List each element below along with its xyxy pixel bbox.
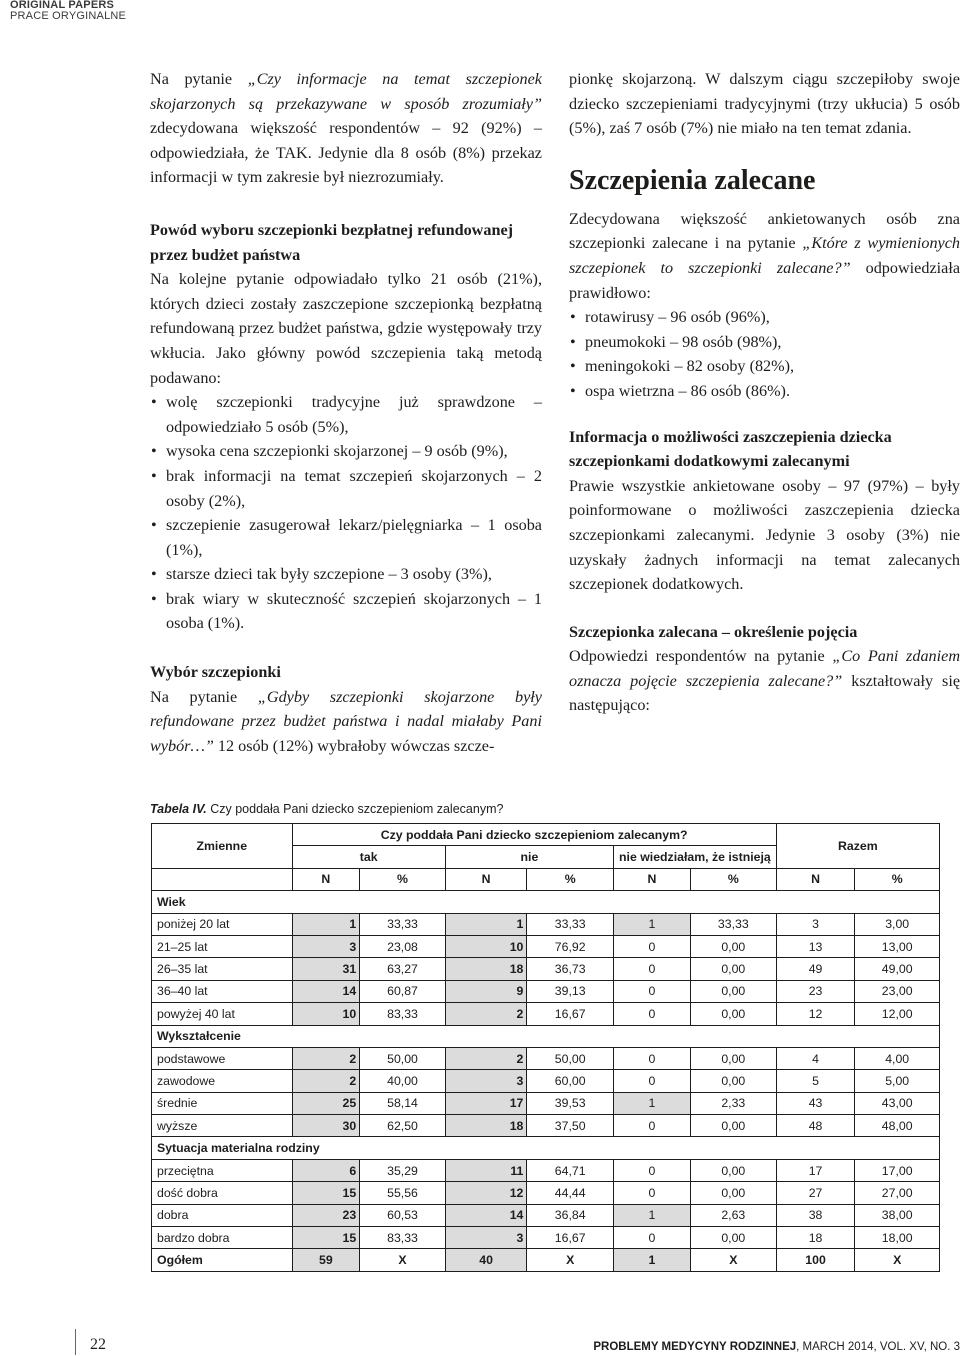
table-cell: 0	[614, 980, 691, 1002]
table-cell: 37,50	[527, 1115, 614, 1137]
table-cell: 33,33	[690, 913, 776, 935]
table-cell: 4,00	[855, 1047, 940, 1069]
table-cell: 18	[445, 958, 527, 980]
table-cell: 14	[445, 1204, 527, 1226]
table-cell: 6	[292, 1159, 360, 1181]
col-header-question: Czy poddała Pani dziecko szczepieniom zalecanym?	[292, 824, 776, 846]
table-row	[152, 1070, 940, 1092]
reason-item: • brak informacji na temat szczepień skojarzonych – 2 osoby (2%),	[150, 464, 542, 513]
table-cell: 49	[776, 958, 855, 980]
page-footer	[75, 1327, 960, 1356]
table-cell: 18	[776, 1227, 855, 1249]
table-row	[152, 1227, 940, 1249]
text: Odpowiedzi respondentów na pytanie	[569, 647, 833, 666]
row-label: poniżej 20 lat	[152, 913, 293, 935]
table-cell: 0	[614, 1115, 691, 1137]
table-cell: 35,29	[360, 1159, 446, 1181]
col-header-pct: %	[527, 868, 614, 890]
table-cell: 33,33	[360, 913, 446, 935]
table-cell: 3	[292, 935, 360, 957]
left-column	[150, 67, 542, 758]
table-cell: 14	[292, 980, 360, 1002]
reason-item: • szczepienie zasugerował lekarz/pielęgniarka – 1 osoba (1%),	[150, 513, 542, 562]
section-paragraph: Prawie wszystkie ankietowane osoby – 97 (97%) – były poinformowane o możliwości zaszczepienia dziecka szczepionkami zalecanymi. Jedynie 3 osoby (3%) nie uzyskały żadnych informacji na temat zalecanych szczepionek dodatkowych.	[569, 476, 960, 594]
table-cell: 0	[614, 1047, 691, 1069]
table-cell: 50,00	[360, 1047, 446, 1069]
table-cell: 43	[776, 1092, 855, 1114]
group-title: Wiek	[152, 891, 940, 913]
table-cell: 0,00	[690, 1159, 776, 1181]
table-cell: 0,00	[690, 958, 776, 980]
table-cell: 60,00	[527, 1070, 614, 1092]
table-cell: 4	[776, 1047, 855, 1069]
row-label: dość dobra	[152, 1182, 293, 1204]
table-cell: 0,00	[690, 935, 776, 957]
table-cell: 1	[614, 1092, 691, 1114]
table-cell: 12,00	[855, 1003, 940, 1025]
table-cell: 15	[292, 1182, 360, 1204]
table-row	[152, 913, 940, 935]
table-row	[152, 958, 940, 980]
table-row	[152, 1182, 940, 1204]
table-cell: 64,71	[527, 1159, 614, 1181]
table-cell: 2,33	[690, 1092, 776, 1114]
text: kształtowały się następująco:	[569, 671, 960, 715]
table-cell: 18	[445, 1115, 527, 1137]
table-row	[152, 1204, 940, 1226]
table-cell: 44,44	[527, 1182, 614, 1204]
right-column	[569, 67, 960, 718]
table-cell: 49,00	[855, 958, 940, 980]
section-paragraph	[569, 644, 960, 718]
table-cell: 40	[445, 1249, 527, 1271]
section-heading: Szczepionka zalecana – określenie pojęcia	[569, 622, 858, 641]
table-cell: X	[527, 1249, 614, 1271]
table-cell: X	[690, 1249, 776, 1271]
vaccine-item: • ospa wietrzna – 86 osób (86%).	[569, 379, 960, 404]
table-cell: 2	[292, 1047, 360, 1069]
page-number: 22	[90, 1336, 106, 1353]
table-cell: 12	[445, 1182, 527, 1204]
table-cell: X	[855, 1249, 940, 1271]
table-cell: 13	[776, 935, 855, 957]
table-cell: 38,00	[855, 1204, 940, 1226]
row-label: Ogółem	[152, 1249, 293, 1271]
text: 12 osób (12%) wybrałoby wówczas szcze-	[213, 736, 495, 755]
table-cell: 0,00	[690, 1003, 776, 1025]
text: odpowiedziała prawidłowo:	[569, 258, 960, 302]
table-cell: 15	[292, 1227, 360, 1249]
table-cell: 36,84	[527, 1204, 614, 1226]
footer-divider	[75, 1329, 76, 1355]
group-header-row	[152, 1025, 940, 1047]
table-cell: 17	[776, 1159, 855, 1181]
table-cell: 60,87	[360, 980, 446, 1002]
col-header-n: N	[776, 868, 855, 890]
row-label: przeciętna	[152, 1159, 293, 1181]
vaccine-item: • rotawirusy – 96 osób (96%),	[569, 305, 960, 330]
table-cell: 30	[292, 1115, 360, 1137]
table-cell: 3,00	[855, 913, 940, 935]
table-cell: 39,13	[527, 980, 614, 1002]
table-row	[152, 1092, 940, 1114]
row-label: 21–25 lat	[152, 935, 293, 957]
table-caption-text: Czy poddała Pani dziecko szczepieniom zalecanym?	[206, 802, 504, 816]
col-header-pct: %	[690, 868, 776, 890]
section-heading: Informacja o możliwości zaszczepienia dziecka szczepionkami dodatkowymi zalecanymi	[569, 427, 892, 471]
table-cell: 59	[292, 1249, 360, 1271]
table-cell: 0	[614, 935, 691, 957]
table-cell: 11	[445, 1159, 527, 1181]
vaccines-list	[569, 305, 960, 403]
table-cell: 0	[614, 1182, 691, 1204]
table-cell: 63,27	[360, 958, 446, 980]
table-cell: 38	[776, 1204, 855, 1226]
table-cell: 1	[614, 1204, 691, 1226]
table-cell: 0	[614, 958, 691, 980]
col-header-pct: %	[360, 868, 446, 890]
table-row	[152, 1047, 940, 1069]
data-table	[151, 823, 940, 1272]
row-label: podstawowe	[152, 1047, 293, 1069]
vaccine-item: • pneumokoki – 98 osób (98%),	[569, 330, 960, 355]
table-cell: 3	[776, 913, 855, 935]
table-row	[152, 1159, 940, 1181]
table-cell: 100	[776, 1249, 855, 1271]
table-cell: 5,00	[855, 1070, 940, 1092]
table-cell: 40,00	[360, 1070, 446, 1092]
table-cell: 76,92	[527, 935, 614, 957]
table-cell: 2	[445, 1003, 527, 1025]
table-cell: 17,00	[855, 1159, 940, 1181]
section-heading: Powód wyboru szczepionki bezpłatnej refundowanej przez budżet państwa	[150, 220, 514, 264]
table-cell: 1	[614, 913, 691, 935]
table-cell: 12	[776, 1003, 855, 1025]
table-cell: 25	[292, 1092, 360, 1114]
table-cell: 0,00	[690, 980, 776, 1002]
table-cell: 2	[292, 1070, 360, 1092]
col-header-pct: %	[855, 868, 940, 890]
table-cell: 0,00	[690, 1047, 776, 1069]
table-cell: 23	[292, 1204, 360, 1226]
text: Na pytanie	[150, 70, 248, 88]
col-header-n: N	[445, 868, 527, 890]
col-header-answer: nie	[445, 846, 613, 868]
continued-paragraph: pionkę skojarzoną. W dalszym ciągu szczepiłoby swoje dziecko szczepieniami tradycyjnymi (trzy ukłucia) 5 osób (5%), zaś 7 osób (7%) nie miało na ten temat zdania.	[569, 70, 960, 138]
journal-info	[593, 1341, 960, 1353]
table-cell-empty	[152, 868, 293, 890]
table-cell: 55,56	[360, 1182, 446, 1204]
table-cell: 60,53	[360, 1204, 446, 1226]
col-header-zmienne: Zmienne	[152, 824, 293, 869]
row-label: dobra	[152, 1204, 293, 1226]
table-cell: 62,50	[360, 1115, 446, 1137]
table-cell: 0,00	[690, 1115, 776, 1137]
table-cell: 2	[445, 1047, 527, 1069]
journal-name: PROBLEMY MEDYCYNY RODZINNEJ	[593, 1341, 797, 1353]
table-cell: 13,00	[855, 935, 940, 957]
table-row	[152, 980, 940, 1002]
journal-issue: , MARCH 2014, VOL. XV, NO. 3	[796, 1341, 960, 1353]
table-cell: 10	[292, 1003, 360, 1025]
vaccine-item: • meningokoki – 82 osoby (82%),	[569, 354, 960, 379]
col-header-n: N	[614, 868, 691, 890]
table-cell: 23,00	[855, 980, 940, 1002]
col-header-razem: Razem	[776, 824, 939, 869]
table-cell: 16,67	[527, 1003, 614, 1025]
table-cell: 0,00	[690, 1227, 776, 1249]
reason-item: • wysoka cena szczepionki skojarzonej – 9 osób (9%),	[150, 439, 542, 464]
table-row	[152, 1003, 940, 1025]
group-header-row	[152, 891, 940, 913]
table-cell: X	[360, 1249, 446, 1271]
table-cell: 48,00	[855, 1115, 940, 1137]
table-cell: 1	[292, 913, 360, 935]
reason-item: • wolę szczepionki tradycyjne już sprawdzone – odpowiedziało 5 osób (5%),	[150, 390, 542, 439]
question-text: „Czy informacje na temat szczepionek skojarzonych są przekazywane w sposób zrozumiały”	[150, 70, 542, 113]
text: Zdecydowana większość ankietowanych osób zna szczepionki zalecane i na pytanie	[569, 209, 960, 253]
text: zdecydowana większość respondentów – 92 (92%) – odpowiedziała, że TAK. Jedynie dla 8 osób (8%) przekaz informacji w tym zakresie był niezrozumiały.	[150, 119, 542, 187]
col-header-answer: nie wiedziałam, że istnieją	[614, 846, 777, 868]
table-caption	[150, 802, 503, 816]
table-cell: 33,33	[527, 913, 614, 935]
row-label: powyżej 40 lat	[152, 1003, 293, 1025]
text: Na pytanie	[150, 687, 258, 706]
table-cell: 5	[776, 1070, 855, 1092]
intro-paragraph	[150, 67, 542, 190]
header-line-1: ORIGINAL PAPERS	[10, 0, 115, 11]
group-header-row	[152, 1137, 940, 1159]
row-label: wyższe	[152, 1115, 293, 1137]
group-title: Sytuacja materialna rodziny	[152, 1137, 940, 1159]
table-cell: 48	[776, 1115, 855, 1137]
table-cell: 0	[614, 1003, 691, 1025]
table-cell: 3	[445, 1070, 527, 1092]
total-row	[152, 1249, 940, 1271]
table-cell: 2,63	[690, 1204, 776, 1226]
table-cell: 0	[614, 1227, 691, 1249]
table-cell: 0	[614, 1159, 691, 1181]
reason-item: • brak wiary w skuteczność szczepień skojarzonych – 1 osoba (1%).	[150, 587, 542, 636]
section-paragraph	[150, 685, 542, 759]
row-label: średnie	[152, 1092, 293, 1114]
table-cell: 1	[445, 913, 527, 935]
col-header-n: N	[292, 868, 360, 890]
table-row	[152, 935, 940, 957]
table-cell: 27,00	[855, 1182, 940, 1204]
row-label: 36–40 lat	[152, 980, 293, 1002]
row-label: 26–35 lat	[152, 958, 293, 980]
row-label: bardzo dobra	[152, 1227, 293, 1249]
table-cell: 9	[445, 980, 527, 1002]
question-text: „Co Pani zdaniem oznacza pojęcie szczepienia zalecane?”	[569, 647, 960, 690]
section-paragraph: Na kolejne pytanie odpowiadało tylko 21 osób (21%), których dzieci zostały zaszczepione szczepionką bezpłatną refundowaną przez budżet państwa, gdzie występowały trzy wkłucia. Jako główny powód szczepienia taką metodą podawano:	[150, 270, 542, 387]
table-cell: 0,00	[690, 1182, 776, 1204]
table-cell: 0	[614, 1070, 691, 1092]
table-cell: 31	[292, 958, 360, 980]
reason-item: • starsze dzieci tak były szczepione – 3 osoby (3%),	[150, 562, 542, 587]
running-header	[10, 0, 126, 22]
reasons-list	[150, 390, 542, 636]
question-text: „Gdyby szczepionki skojarzone były refundowane przez budżet państwa i nadal miałaby Pani wybór…”	[150, 687, 542, 755]
table-cell: 18,00	[855, 1227, 940, 1249]
section-title: Szczepienia zalecane	[569, 164, 816, 196]
table-cell: 3	[445, 1227, 527, 1249]
table-cell: 58,14	[360, 1092, 446, 1114]
table-cell: 27	[776, 1182, 855, 1204]
table-cell: 16,67	[527, 1227, 614, 1249]
section-heading: Wybór szczepionki	[150, 663, 281, 682]
group-title: Wykształcenie	[152, 1025, 940, 1047]
table-cell: 50,00	[527, 1047, 614, 1069]
row-label: zawodowe	[152, 1070, 293, 1092]
col-header-answer: tak	[292, 846, 445, 868]
table-row	[152, 1115, 940, 1137]
table-cell: 43,00	[855, 1092, 940, 1114]
table-cell: 83,33	[360, 1003, 446, 1025]
table-caption-label: Tabela IV.	[150, 802, 207, 816]
table-cell: 39,53	[527, 1092, 614, 1114]
table-cell: 0,00	[690, 1070, 776, 1092]
table-cell: 1	[614, 1249, 691, 1271]
question-text: „Które z wymienionych szczepionek to szczepionki zalecane?”	[569, 234, 960, 277]
table-cell: 23,08	[360, 935, 446, 957]
table-cell: 17	[445, 1092, 527, 1114]
section-paragraph	[569, 207, 960, 305]
table-cell: 23	[776, 980, 855, 1002]
table-cell: 36,73	[527, 958, 614, 980]
header-line-2: PRACE ORYGINALNE	[10, 10, 127, 22]
table-cell: 10	[445, 935, 527, 957]
table-cell: 83,33	[360, 1227, 446, 1249]
